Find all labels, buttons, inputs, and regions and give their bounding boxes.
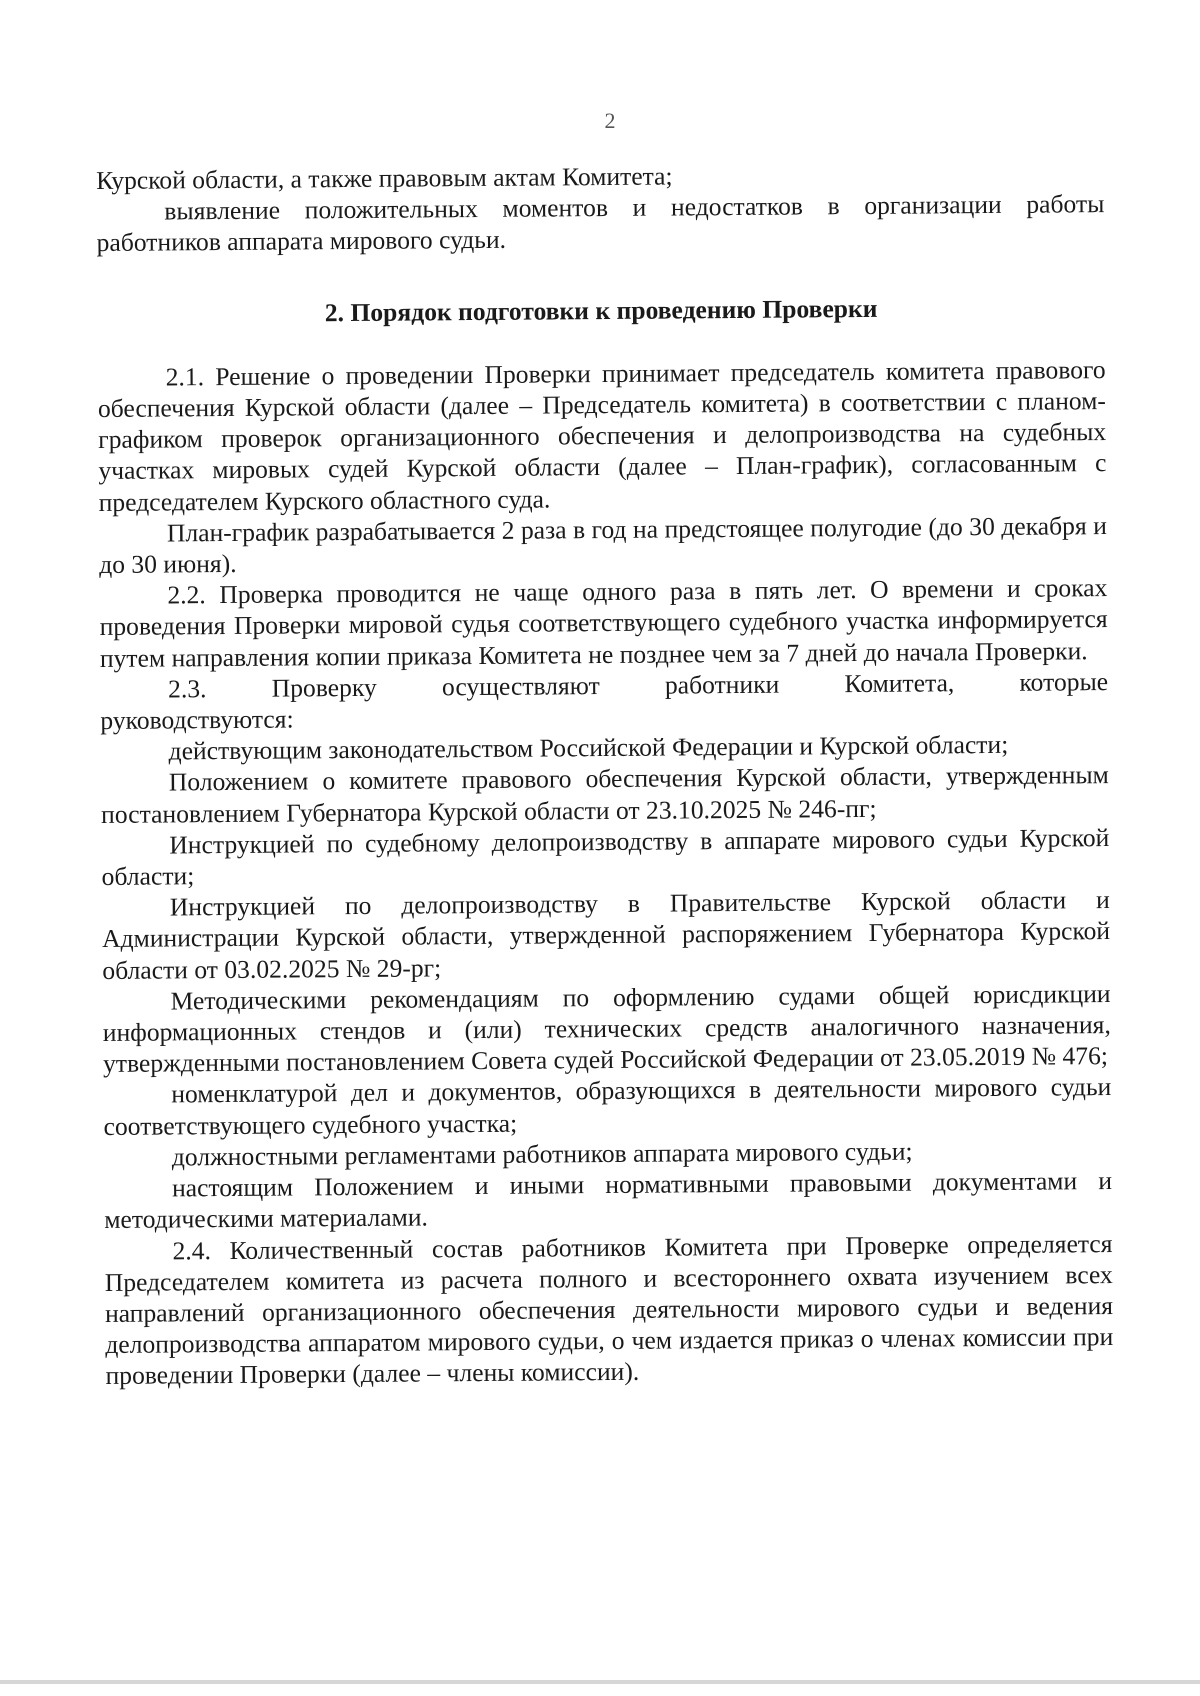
list-item: Инструкцией по судебному делопроизводству в аппарате мирового судьи Курской области; <box>101 822 1110 892</box>
p23-word: 2.3. <box>168 673 207 704</box>
list-item: действующим законодательством Российской Федерации и Курской области; <box>168 730 1009 766</box>
list-item: должностными регламентами работников аппарата мирового судьи; <box>171 1136 913 1172</box>
page-number: 2 <box>604 108 616 133</box>
intro-line: Курской области, а также правовым актам Комитета; <box>96 161 673 195</box>
scan-bottom-edge <box>0 1680 1200 1684</box>
section-heading: 2. Порядок подготовки к проведению Проверки <box>324 293 878 327</box>
p23-word: Проверку <box>271 672 377 703</box>
list-item: настоящим Положением и иными нормативными правовыми документами и методическими материалами. <box>104 1166 1113 1235</box>
paragraph-2-3-end: руководствуются: <box>100 704 294 736</box>
list-item: номенклатурой дел и документов, образующихся в деятельности мирового судьи соответствующего судебного участка; <box>103 1072 1112 1141</box>
intro-paragraph: выявление положительных моментов и недостатков в организации работы работников аппарата мирового судьи. <box>96 189 1105 258</box>
paragraph-2-1-schedule: План-график разрабатывается 2 раза в год на предстоящее полугодие (до 30 декабря и до 30 июня). <box>99 510 1107 580</box>
paragraph-2-1: 2.1. Решение о проведении Проверки принимает председатель комитета правового обеспечения Курской области (далее – Председатель комитета) в соответствии с планом-графиком проверок организационного обеспечения и делопроизводства на судебных участках мировых судей Курской области (далее – План-график), согласованным с председателем Курского областного суда. <box>97 354 1107 517</box>
p23-word: Комитета, <box>844 668 955 698</box>
list-item: Инструкцией по делопроизводству в Правительстве Курской области и Администрации Курской области, утвержденной распоряжением Губернатора Курской области от 03.02.2025 № 29-рг; <box>101 885 1111 985</box>
list-item: Положением о комитете правового обеспечения Курской области, утвержденным постановлением Губернатора Курской области от 23.10.2025 № 246-пг; <box>100 760 1109 829</box>
p23-word: которые <box>1019 666 1109 697</box>
p23-word: осуществляют <box>441 670 600 702</box>
paragraph-2-4: 2.4. Количественный состав работников Комитета при Проверке определяется Председателем комитета из расчета полного и всестороннего охвата изучением всех направлений организационного обеспечения деятельности мирового судьи и ведения делопроизводства аппаратом мирового судьи, о чем издается приказ о членах комиссии при проведении Проверки (далее – члены комиссии). <box>104 1228 1114 1391</box>
document-body <box>96 157 1114 1391</box>
paragraph-2-2: 2.2. Проверка проводится не чаще одного раза в пять лет. О времени и сроках проведения Проверки мировой судья соответствующего судебного участка информируется путем направления копии приказа Комитета не позднее чем за 7 дней до начала Проверки. <box>99 573 1108 673</box>
p23-word: работники <box>664 669 780 700</box>
list-item: Методическими рекомендациям по оформлению судами общей юрисдикции информационных стендов и (или) технических средств аналогичного назначения, утвержденными постановлением Совета судей Российской Федерации от 23.05.2019 № 476; <box>102 978 1111 1079</box>
